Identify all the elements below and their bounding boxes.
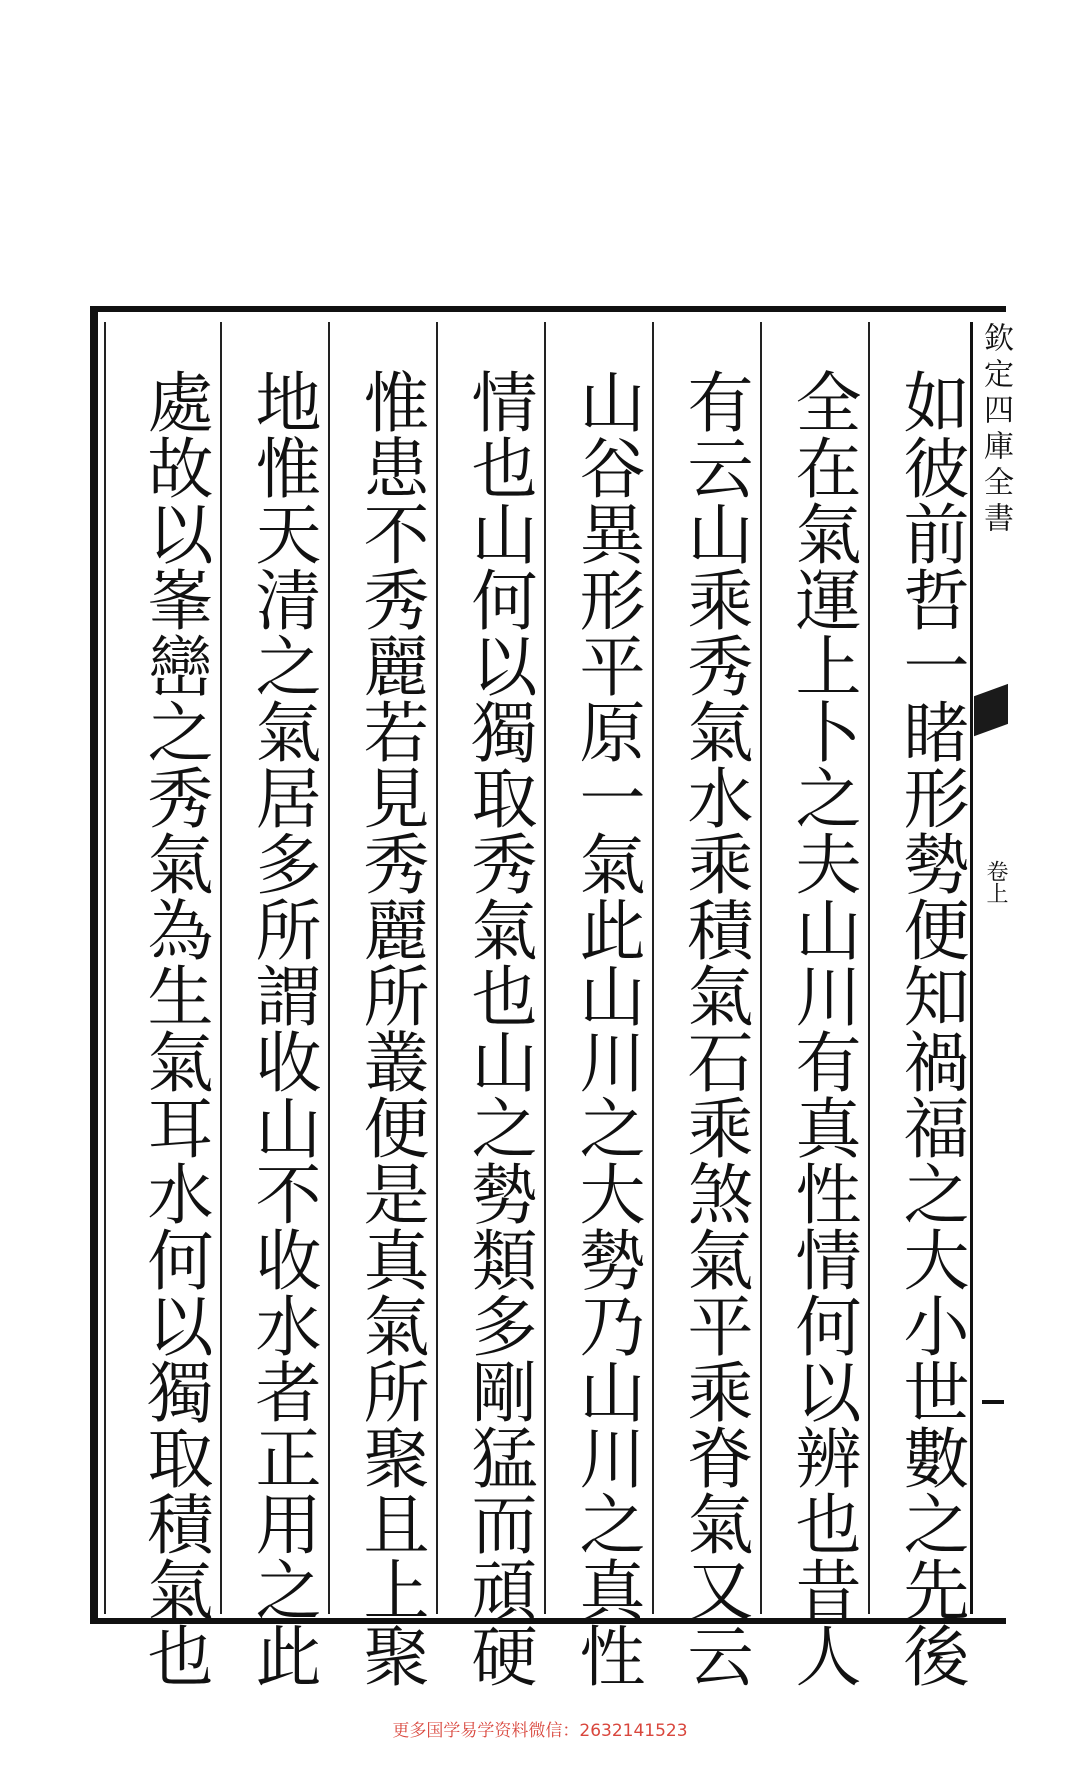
header-tick xyxy=(982,1400,1004,1404)
text-column-1: 如彼前哲一睹形勢便知禍福之大小世數之先後 xyxy=(892,368,969,1688)
watermark-text: 更多国学易学资料微信：2632141523 xyxy=(392,1721,688,1741)
frame-inner-rule xyxy=(104,322,106,1614)
text-column-4: 山谷異形平原一氣此山川之大勢乃山川之真性 xyxy=(568,368,645,1688)
text-column-5: 情也山何以獨取秀氣也山之勢類多剛猛而頑硬 xyxy=(460,368,537,1688)
text-column-8: 處故以峯巒之秀氣為生氣耳水何以獨取積氣也 xyxy=(136,368,213,1688)
text-column-6: 惟患不秀麗若見秀麗所叢便是真氣所聚且上聚 xyxy=(352,368,429,1688)
text-column-2: 全在氣運上卜之夫山川有真性情何以辨也昔人 xyxy=(784,368,861,1688)
header-juan: 卷上 xyxy=(983,860,1008,904)
header-title: 欽定四庫全書 xyxy=(978,322,1013,538)
text-column-7: 地惟天清之氣居多所謂收山不收水者正用之此 xyxy=(244,368,321,1688)
text-column-3: 有云山乘秀氣水乘積氣石乘煞氣平乘脊氣又云 xyxy=(676,368,753,1688)
header-rule xyxy=(970,322,973,1614)
